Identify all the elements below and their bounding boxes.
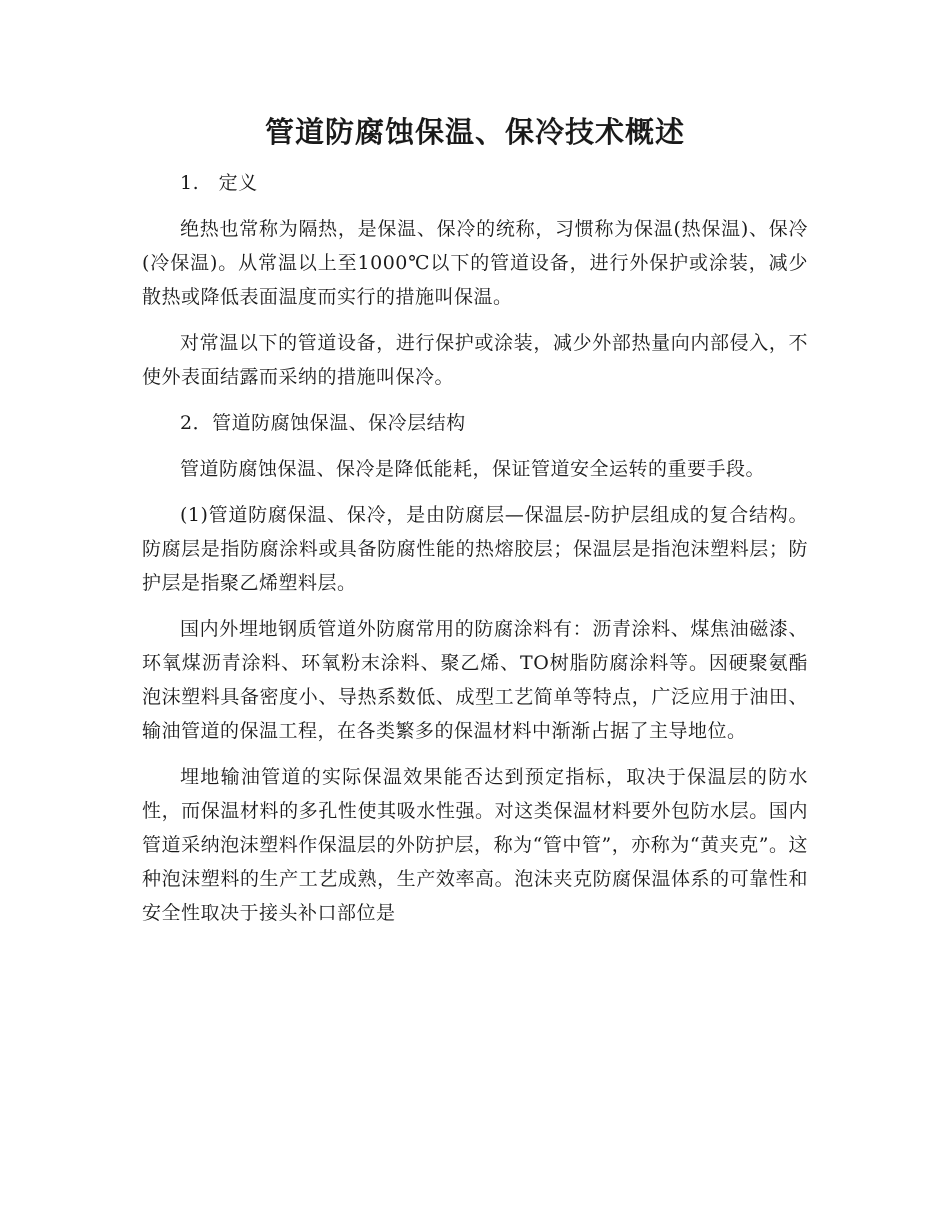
paragraph-waterproofing: 埋地输油管道的实际保温效果能否达到预定指标，取决于保温层的防水性，而保温材料的多孔性使其吸水性强。对这类保温材料要外包防水层。国内管道采纳泡沫塑料作保温层的外防护层，称为“管中管”，亦称为“黄夹克”。这种泡沫塑料的生产工艺成熟，生产效率高。泡沫夹克防腐保温体系的可靠性和安全性取决于接头补口部位是 bbox=[142, 766, 808, 924]
paragraph-insulation-definition: 绝热也常称为隔热，是保温、保冷的统称，习惯称为保温(热保温)、保冷(冷保温)。从常温以上至1000℃以下的管道设备，进行外保护或涂装，减少散热或降低表面温度而实行的措施叫保温。 bbox=[142, 218, 808, 308]
section-heading-layer-structure: 2．管道防腐蚀保温、保冷层结构 bbox=[180, 412, 466, 434]
section-heading-definition: 1. 定义 bbox=[180, 172, 258, 194]
paragraph-importance: 管道防腐蚀保温、保冷是降低能耗，保证管道安全运转的重要手段。 bbox=[180, 458, 766, 480]
document-body bbox=[142, 166, 808, 942]
paragraph-composite-structure: (1)管道防腐保温、保冷，是由防腐层—保温层-防护层组成的复合结构。防腐层是指防腐涂料或具备防腐性能的热熔胶层；保温层是指泡沫塑料层；防护层是指聚乙烯塑料层。 bbox=[142, 504, 808, 594]
paragraph-cold-insulation-definition: 对常温以下的管道设备，进行保护或涂装，减少外部热量向内部侵入，不使外表面结露而采纳的措施叫保冷。 bbox=[142, 332, 808, 388]
paragraph-anticorrosion-coatings: 国内外埋地钢质管道外防腐常用的防腐涂料有：沥青涂料、煤焦油磁漆、环氧煤沥青涂料、环氧粉末涂料、聚乙烯、TO树脂防腐涂料等。因硬聚氨酯泡沫塑料具备密度小、导热系数低、成型工艺简单等特点，广泛应用于油田、输油管道的保温工程，在各类繁多的保温材料中渐渐占据了主导地位。 bbox=[142, 618, 808, 742]
document-title: 管道防腐蚀保温、保冷技术概述 bbox=[264, 115, 685, 149]
